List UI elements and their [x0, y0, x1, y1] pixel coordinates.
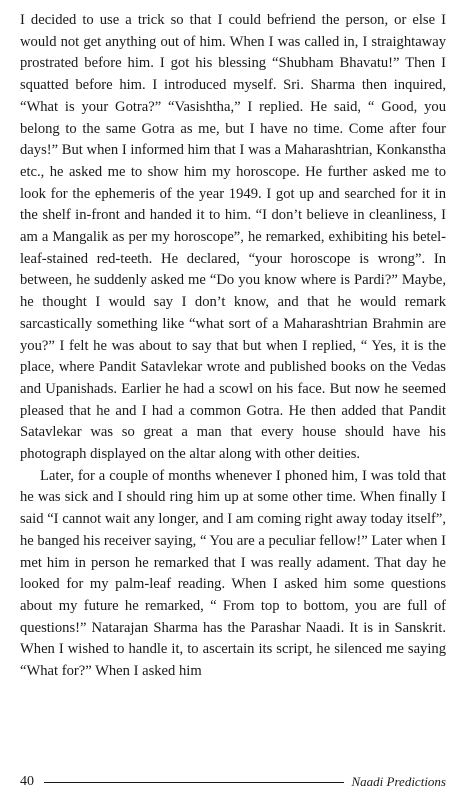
- running-title: Naadi Predictions: [351, 774, 446, 789]
- page-footer: [20, 771, 446, 793]
- body-paragraph-2: Later, for a couple of months whenever I phoned him, I was told that he was sick and I should ring him up at some other time. When finally I said “I cannot wait any longer, and I am coming right away today itself”, he banged his receiver saying, “ You are a peculiar fellow!” Later when I met him in person he remarked that I was really adament. That day he looked for my palm-leaf reading. When I asked him some questions about my future he remarked, “ From top to bottom, you are full of questions!” Natarajan Sharma has the Parashar Naadi. It is in Sanskrit. When I wished to handle it, to ascertain its script, he silenced me saying “What for?” When I asked him: [20, 467, 446, 680]
- page-number: 40: [20, 774, 34, 789]
- book-page: [20, 10, 446, 683]
- body-paragraph-1: I decided to use a trick so that I could befriend the person, or else I would not get anything out of him. When I was called in, I straightaway prostrated before him. I got his blessing “Shubham Bhavatu!” Then I squatted before him. I introduced myself. Sri. Sharma then inquired, “What is your Gotra?” “Vasishtha,” I replied. He said, “ Good, you belong to the same Gotra as me, but I have no time. Come after four days!” But when I informed him that I was a Maharashtrian, Konkanstha etc., he asked me to show him my horoscope. He further asked me to look for the ephemeris of the year 1949. I got up and searched for it in the shelf in-front and handed it to him. “I don’t believe in cleanliness, I am a Mangalik as per my horoscope”, he remarked, exhibiting his betel-leaf-stained red-teeth. He declared, “your horoscope is wrong”. In between, he suddenly asked me “Do you know where is Pardi?” Maybe, he thought I would say I don’t know, and that he would remark sarcastically something like “what sort of a Maharashtrian Brahmin are you?” I felt he was about to say that but when I replied, “ Yes, it is the place, where Pandit Satavlekar wrote and published books on the Vedas and Upanishads. Earlier he had a scowl on his face. But now he seemed pleased that he and I had a common Gotra. He then added that Pandit Satavlekar was so great a man that every house should have his photograph displayed on the altar along with other deities.: [20, 12, 446, 463]
- footer-rule: [44, 782, 344, 783]
